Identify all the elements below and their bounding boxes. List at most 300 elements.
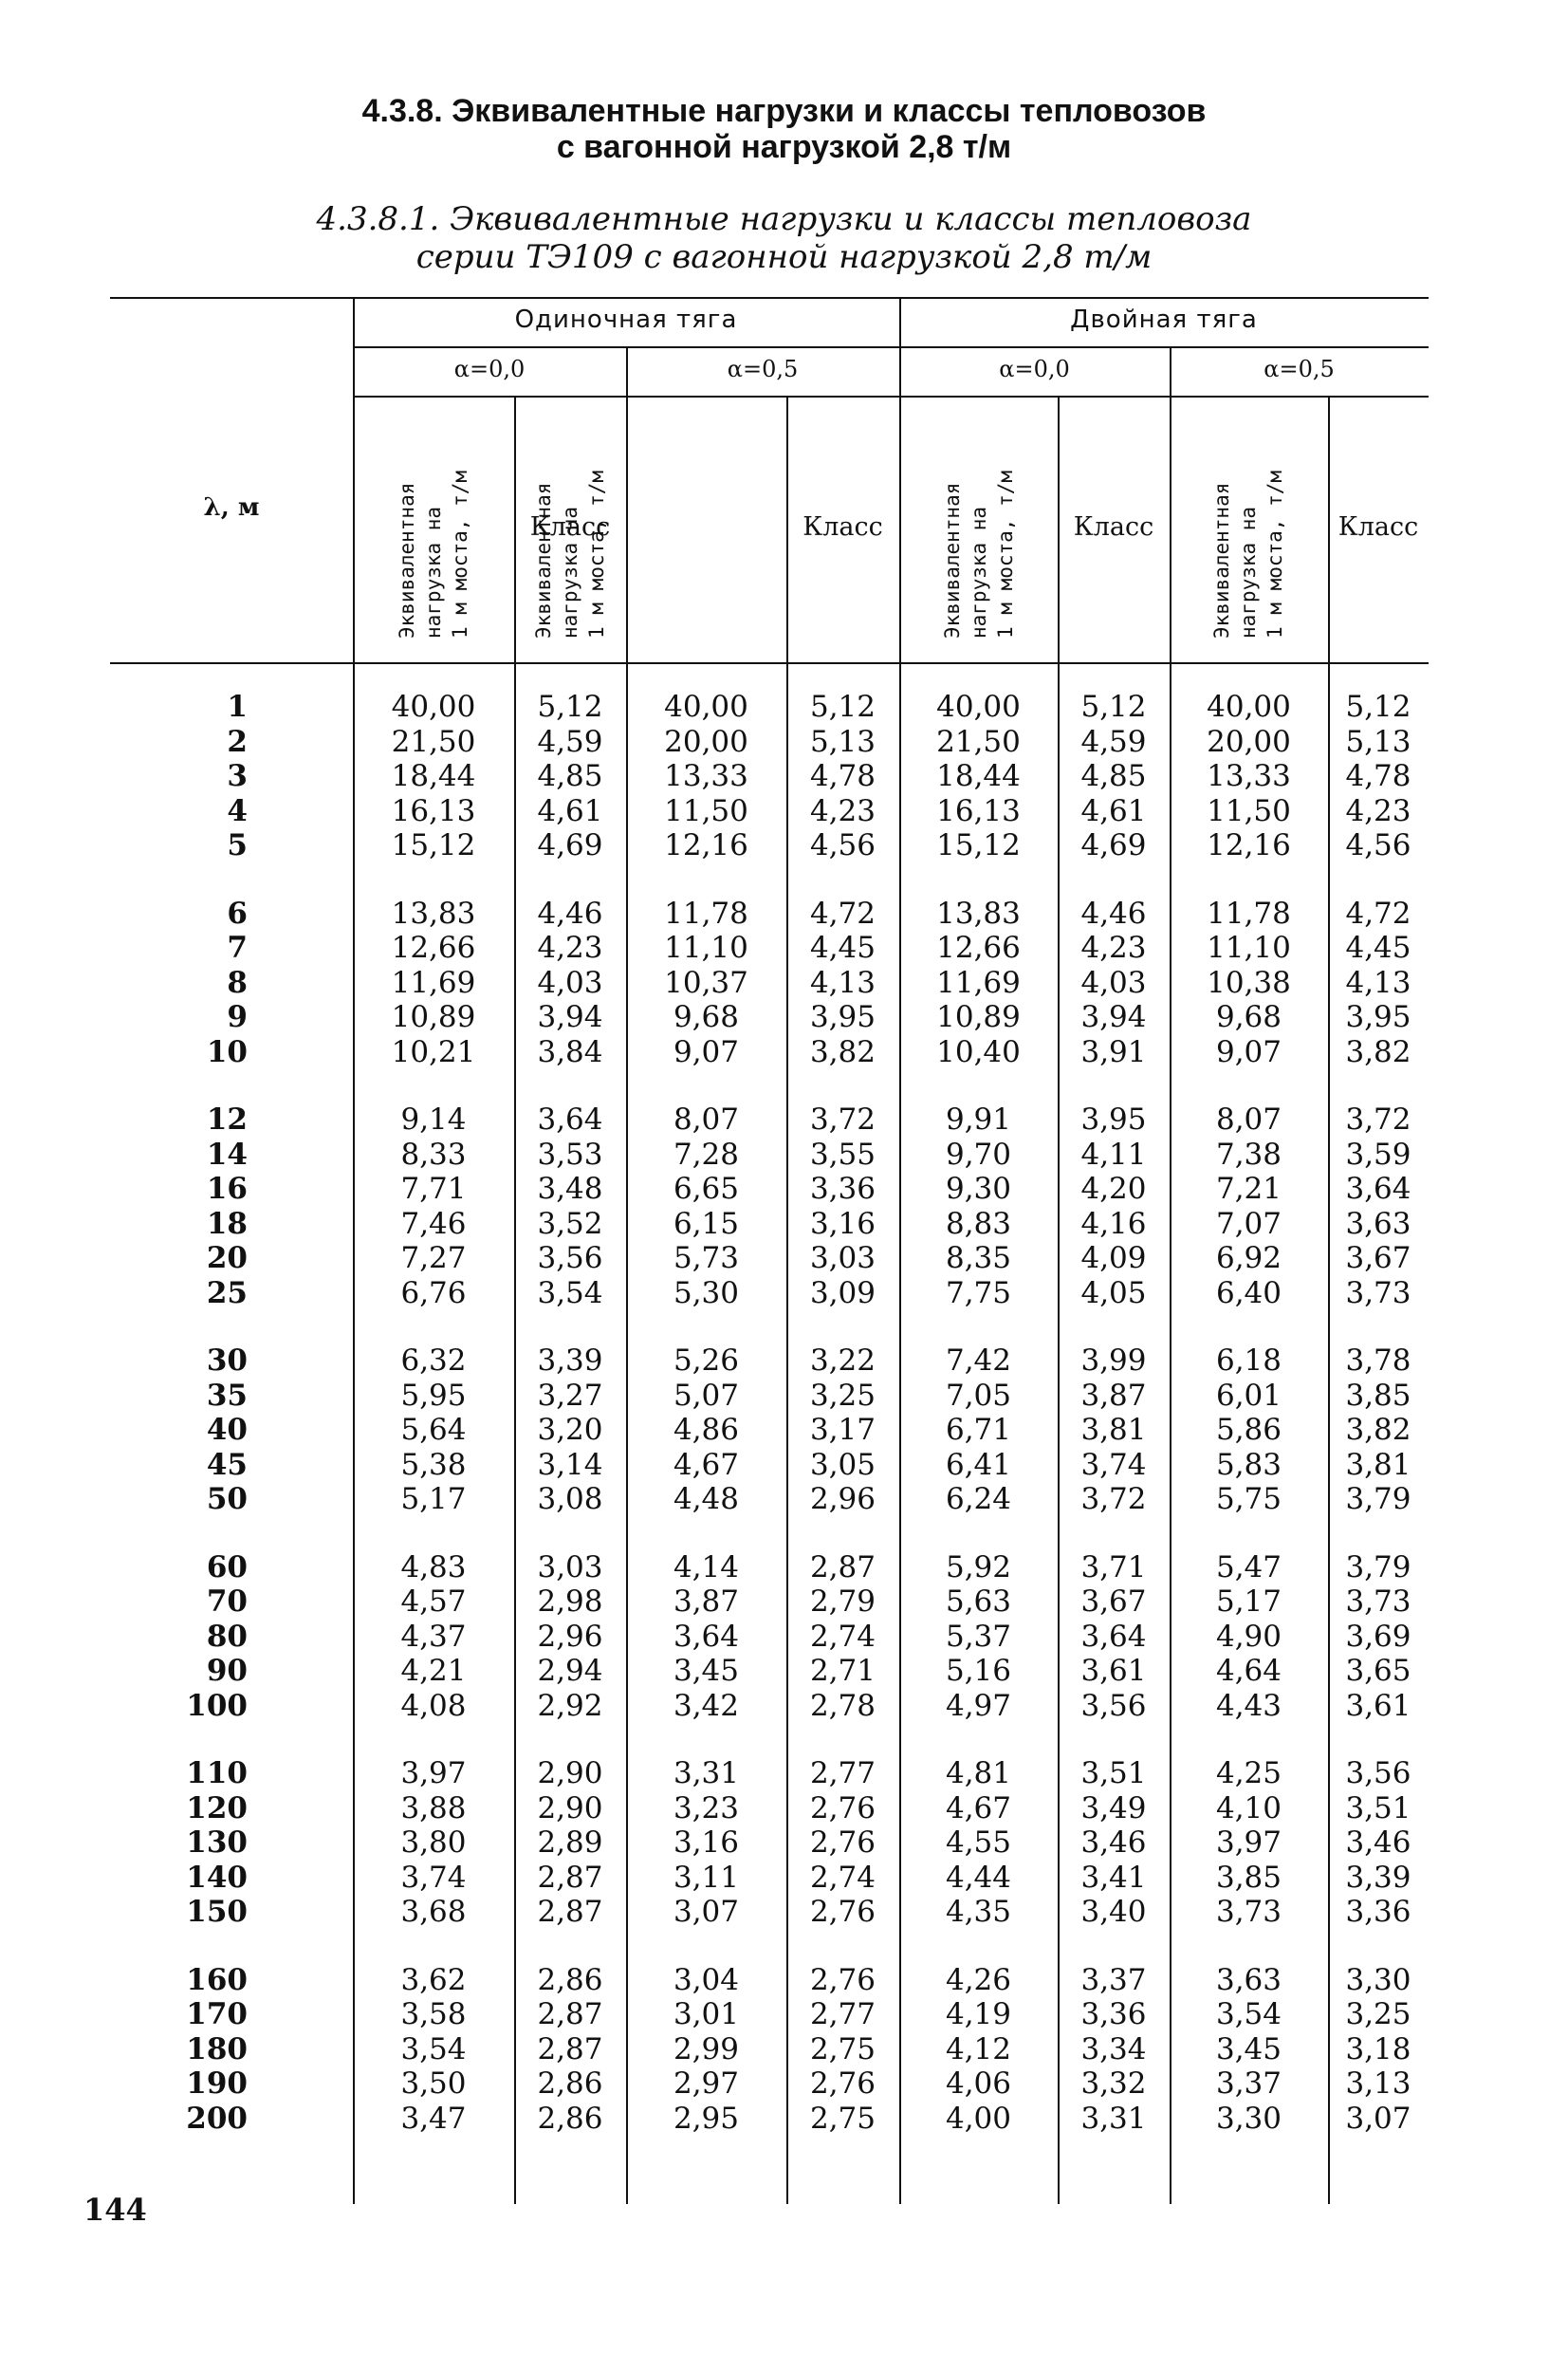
table-row xyxy=(0,1172,1568,1206)
cell-load: 10,21 xyxy=(391,1034,476,1069)
cell-class: 4,46 xyxy=(537,896,603,931)
cell-class: 3,13 xyxy=(1345,2066,1411,2101)
cell-class: 3,07 xyxy=(1345,2101,1411,2136)
cell-load: 15,12 xyxy=(391,828,476,862)
cell-lambda: 20 xyxy=(206,1241,248,1275)
cell-class: 4,72 xyxy=(1345,896,1411,931)
cell-class: 2,90 xyxy=(537,1790,603,1825)
header-load-line: Эквивалентная xyxy=(1210,482,1233,639)
cell-load: 9,30 xyxy=(945,1172,1012,1206)
cell-class: 2,89 xyxy=(537,1825,603,1860)
cell-load: 18,44 xyxy=(936,759,1021,793)
cell-class: 3,91 xyxy=(1080,1034,1147,1069)
table-row xyxy=(0,1379,1568,1413)
cell-load: 11,78 xyxy=(1207,896,1291,931)
cell-lambda: 170 xyxy=(186,1997,248,2031)
cell-load: 3,64 xyxy=(673,1619,740,1654)
cell-class: 2,79 xyxy=(809,1584,876,1619)
cell-class: 5,13 xyxy=(809,724,876,759)
cell-class: 3,55 xyxy=(809,1137,876,1172)
cell-load: 3,30 xyxy=(1215,2101,1282,2136)
cell-load: 3,54 xyxy=(1215,1997,1282,2031)
cell-class: 2,76 xyxy=(809,1962,876,1997)
cell-load: 3,42 xyxy=(673,1688,740,1723)
cell-load: 5,73 xyxy=(673,1241,740,1275)
cell-lambda: 2 xyxy=(227,724,248,759)
header-load-line: 1 м моста, т/м xyxy=(449,470,471,639)
cell-load: 21,50 xyxy=(936,724,1021,759)
cell-load: 5,63 xyxy=(945,1584,1012,1619)
cell-class: 5,12 xyxy=(1345,690,1411,724)
cell-lambda: 30 xyxy=(206,1343,248,1378)
cell-load: 10,89 xyxy=(936,1000,1021,1034)
cell-class: 3,72 xyxy=(1345,1102,1411,1137)
cell-class: 3,34 xyxy=(1080,2031,1147,2066)
cell-load: 5,86 xyxy=(1215,1413,1282,1447)
cell-class: 2,87 xyxy=(809,1549,876,1584)
cell-lambda: 130 xyxy=(186,1825,248,1860)
cell-load: 16,13 xyxy=(391,793,476,828)
cell-lambda: 90 xyxy=(206,1654,248,1688)
table-row xyxy=(0,1138,1568,1172)
cell-load: 2,97 xyxy=(673,2066,740,2101)
cell-lambda: 70 xyxy=(206,1584,248,1619)
cell-load: 3,58 xyxy=(400,1997,467,2031)
header-double-traction: Двойная тяга xyxy=(1070,306,1258,334)
table-row xyxy=(0,1756,1568,1790)
cell-load: 6,76 xyxy=(400,1275,467,1310)
cell-class: 2,78 xyxy=(809,1688,876,1723)
cell-load: 6,24 xyxy=(945,1482,1012,1516)
cell-load: 2,95 xyxy=(673,2101,740,2136)
cell-load: 6,01 xyxy=(1215,1378,1282,1413)
cell-load: 9,14 xyxy=(400,1102,467,1137)
cell-class: 3,95 xyxy=(809,1000,876,1034)
cell-load: 12,66 xyxy=(391,931,476,965)
cell-load: 40,00 xyxy=(664,690,748,724)
cell-class: 2,87 xyxy=(537,1895,603,1929)
cell-load: 4,19 xyxy=(945,1997,1012,2031)
cell-class: 3,14 xyxy=(537,1447,603,1482)
header-load-4 xyxy=(1206,420,1291,639)
cell-load: 3,62 xyxy=(400,1962,467,1997)
cell-load: 15,12 xyxy=(936,828,1021,862)
cell-load: 7,07 xyxy=(1215,1206,1282,1241)
cell-class: 2,76 xyxy=(809,1895,876,1929)
header-class-4: Класс xyxy=(1337,512,1419,542)
cell-load: 18,44 xyxy=(391,759,476,793)
table-row xyxy=(0,1000,1568,1034)
cell-class: 2,86 xyxy=(537,2101,603,2136)
cell-load: 5,75 xyxy=(1215,1482,1282,1516)
cell-load: 4,48 xyxy=(673,1482,740,1516)
cell-load: 4,44 xyxy=(945,1860,1012,1895)
cell-class: 3,59 xyxy=(1345,1137,1411,1172)
cell-load: 4,14 xyxy=(673,1549,740,1584)
cell-load: 4,81 xyxy=(945,1756,1012,1790)
cell-class: 3,46 xyxy=(1080,1825,1147,1860)
cell-lambda: 180 xyxy=(186,2031,248,2066)
cell-load: 5,16 xyxy=(945,1654,1012,1688)
cell-lambda: 12 xyxy=(206,1102,248,1137)
cell-load: 4,10 xyxy=(1215,1790,1282,1825)
cell-load: 40,00 xyxy=(1207,690,1291,724)
table-row xyxy=(0,828,1568,862)
section-title-line2: с вагонной нагрузкой 2,8 т/м xyxy=(556,129,1012,165)
cell-load: 10,38 xyxy=(1207,965,1291,1000)
cell-load: 7,28 xyxy=(673,1137,740,1172)
cell-load: 9,91 xyxy=(945,1102,1012,1137)
cell-class: 2,77 xyxy=(809,1756,876,1790)
cell-lambda: 8 xyxy=(227,965,248,1000)
cell-load: 3,45 xyxy=(673,1654,740,1688)
cell-load: 20,00 xyxy=(664,724,748,759)
header-class-2: Класс xyxy=(802,512,883,542)
cell-load: 3,04 xyxy=(673,1962,740,1997)
header-load-line: нагрузка на xyxy=(559,506,581,639)
cell-class: 4,78 xyxy=(1345,759,1411,793)
cell-load: 3,16 xyxy=(673,1825,740,1860)
cell-lambda: 4 xyxy=(227,793,248,828)
cell-class: 3,27 xyxy=(537,1378,603,1413)
cell-load: 11,69 xyxy=(936,965,1021,1000)
cell-class: 3,81 xyxy=(1345,1447,1411,1482)
cell-class: 4,69 xyxy=(537,828,603,862)
cell-lambda: 9 xyxy=(227,1000,248,1034)
cell-class: 2,76 xyxy=(809,1825,876,1860)
cell-load: 11,78 xyxy=(664,896,748,931)
cell-load: 4,21 xyxy=(400,1654,467,1688)
cell-load: 3,23 xyxy=(673,1790,740,1825)
cell-load: 12,66 xyxy=(936,931,1021,965)
cell-load: 4,25 xyxy=(1215,1756,1282,1790)
cell-class: 3,18 xyxy=(1345,2031,1411,2066)
cell-load: 7,71 xyxy=(400,1172,467,1206)
cell-class: 5,13 xyxy=(1345,724,1411,759)
header-load-line: Эквивалентная xyxy=(396,482,418,639)
cell-load: 11,10 xyxy=(1207,931,1291,965)
cell-load: 13,33 xyxy=(664,759,748,793)
cell-class: 3,53 xyxy=(537,1137,603,1172)
cell-class: 4,09 xyxy=(1080,1241,1147,1275)
cell-load: 5,47 xyxy=(1215,1549,1282,1584)
cell-load: 5,38 xyxy=(400,1447,467,1482)
table-row xyxy=(0,1207,1568,1241)
header-load-1 xyxy=(391,420,476,639)
header-class-1: Класс xyxy=(529,512,611,542)
table-row xyxy=(0,1895,1568,1929)
cell-class: 3,51 xyxy=(1080,1756,1147,1790)
table-row xyxy=(0,1035,1568,1069)
cell-lambda: 100 xyxy=(186,1688,248,1723)
section-title-line1: 4.3.8. Эквивалентные нагрузки и классы тепловозов xyxy=(361,93,1207,129)
cell-class: 3,31 xyxy=(1080,2101,1147,2136)
cell-class: 3,85 xyxy=(1345,1378,1411,1413)
cell-load: 7,75 xyxy=(945,1275,1012,1310)
cell-load: 4,90 xyxy=(1215,1619,1282,1654)
cell-class: 4,78 xyxy=(809,759,876,793)
cell-load: 10,40 xyxy=(936,1034,1021,1069)
cell-load: 4,35 xyxy=(945,1895,1012,1929)
cell-lambda: 50 xyxy=(206,1482,248,1516)
table-row xyxy=(0,1791,1568,1825)
table-title-line2: серии ТЭ109 с вагонной нагрузкой 2,8 т/м xyxy=(415,238,1153,276)
cell-class: 3,32 xyxy=(1080,2066,1147,2101)
table-row xyxy=(0,2032,1568,2066)
cell-load: 3,74 xyxy=(400,1860,467,1895)
cell-load: 40,00 xyxy=(391,690,476,724)
cell-class: 3,63 xyxy=(1345,1206,1411,1241)
cell-load: 5,26 xyxy=(673,1343,740,1378)
cell-load: 3,97 xyxy=(1215,1825,1282,1860)
cell-load: 4,37 xyxy=(400,1619,467,1654)
cell-load: 4,67 xyxy=(673,1447,740,1482)
cell-load: 5,07 xyxy=(673,1378,740,1413)
cell-class: 3,36 xyxy=(1080,1997,1147,2031)
table-row xyxy=(0,2102,1568,2136)
table-row xyxy=(0,1584,1568,1619)
cell-class: 3,64 xyxy=(1080,1619,1147,1654)
cell-class: 2,87 xyxy=(537,1860,603,1895)
cell-lambda: 190 xyxy=(186,2066,248,2101)
cell-class: 3,22 xyxy=(809,1343,876,1378)
header-load-line: нагрузка на xyxy=(422,506,445,639)
cell-class: 3,64 xyxy=(537,1102,603,1137)
cell-class: 3,95 xyxy=(1345,1000,1411,1034)
cell-load: 3,63 xyxy=(1215,1962,1282,1997)
cell-load: 5,17 xyxy=(400,1482,467,1516)
cell-load: 6,41 xyxy=(945,1447,1012,1482)
cell-class: 2,92 xyxy=(537,1688,603,1723)
cell-load: 3,88 xyxy=(400,1790,467,1825)
header-bottom-rule xyxy=(110,662,1429,664)
cell-load: 13,83 xyxy=(391,896,476,931)
cell-class: 3,78 xyxy=(1345,1343,1411,1378)
cell-class: 2,86 xyxy=(537,1962,603,1997)
table-title-line1: 4.3.8.1. Эквивалентные нагрузки и классы тепловоза xyxy=(316,200,1252,238)
cell-class: 3,56 xyxy=(1080,1688,1147,1723)
cell-load: 7,05 xyxy=(945,1378,1012,1413)
cell-lambda: 25 xyxy=(206,1275,248,1310)
cell-class: 3,16 xyxy=(809,1206,876,1241)
cell-load: 10,37 xyxy=(664,965,748,1000)
header-single-alpha05: α=0,5 xyxy=(727,356,799,382)
table-row xyxy=(0,1448,1568,1482)
cell-class: 3,87 xyxy=(1080,1378,1147,1413)
cell-class: 3,82 xyxy=(1345,1034,1411,1069)
header-load-line: Эквивалентная xyxy=(532,482,555,639)
cell-load: 20,00 xyxy=(1207,724,1291,759)
header-load-line: 1 м моста, т/м xyxy=(994,470,1017,639)
cell-load: 5,83 xyxy=(1215,1447,1282,1482)
cell-load: 4,55 xyxy=(945,1825,1012,1860)
header-single-alpha0: α=0,0 xyxy=(453,356,526,382)
cell-class: 3,09 xyxy=(809,1275,876,1310)
cell-lambda: 110 xyxy=(186,1756,248,1790)
cell-class: 4,03 xyxy=(537,965,603,1000)
cell-load: 16,13 xyxy=(936,793,1021,828)
cell-lambda: 35 xyxy=(206,1378,248,1413)
cell-load: 12,16 xyxy=(1207,828,1291,862)
cell-load: 3,50 xyxy=(400,2066,467,2101)
cell-load: 8,33 xyxy=(400,1137,467,1172)
cell-class: 4,72 xyxy=(809,896,876,931)
cell-class: 4,11 xyxy=(1080,1137,1147,1172)
cell-load: 11,69 xyxy=(391,965,476,1000)
cell-load: 5,95 xyxy=(400,1378,467,1413)
cell-load: 8,07 xyxy=(1215,1102,1282,1137)
cell-load: 4,64 xyxy=(1215,1654,1282,1688)
cell-lambda: 16 xyxy=(206,1172,248,1206)
cell-class: 3,49 xyxy=(1080,1790,1147,1825)
cell-class: 3,65 xyxy=(1345,1654,1411,1688)
table-row xyxy=(0,1413,1568,1447)
cell-class: 4,23 xyxy=(809,793,876,828)
cell-class: 5,12 xyxy=(809,690,876,724)
header-double-alpha05: α=0,5 xyxy=(1264,356,1335,382)
header-load-line: нагрузка на xyxy=(968,506,990,639)
table-row xyxy=(0,794,1568,828)
cell-class: 2,87 xyxy=(537,2031,603,2066)
cell-class: 4,59 xyxy=(1080,724,1147,759)
cell-class: 3,94 xyxy=(1080,1000,1147,1034)
cell-load: 10,89 xyxy=(391,1000,476,1034)
cell-load: 6,71 xyxy=(945,1413,1012,1447)
cell-load: 6,18 xyxy=(1215,1343,1282,1378)
cell-class: 3,72 xyxy=(809,1102,876,1137)
cell-class: 3,25 xyxy=(809,1378,876,1413)
cell-class: 2,94 xyxy=(537,1654,603,1688)
cell-load: 11,10 xyxy=(664,931,748,965)
cell-class: 3,79 xyxy=(1345,1482,1411,1516)
cell-load: 4,83 xyxy=(400,1549,467,1584)
cell-load: 7,46 xyxy=(400,1206,467,1241)
cell-class: 3,20 xyxy=(537,1413,603,1447)
cell-load: 13,33 xyxy=(1207,759,1291,793)
cell-class: 4,23 xyxy=(537,931,603,965)
cell-load: 3,07 xyxy=(673,1895,740,1929)
header-class-3: Класс xyxy=(1073,512,1154,542)
cell-class: 3,81 xyxy=(1080,1413,1147,1447)
header-load-line: 1 м моста, т/м xyxy=(585,470,608,639)
cell-load: 11,50 xyxy=(1207,793,1291,828)
cell-class: 3,72 xyxy=(1080,1482,1147,1516)
cell-lambda: 40 xyxy=(206,1413,248,1447)
cell-load: 4,67 xyxy=(945,1790,1012,1825)
cell-load: 6,32 xyxy=(400,1343,467,1378)
cell-class: 3,41 xyxy=(1080,1860,1147,1895)
table-row xyxy=(0,759,1568,793)
cell-load: 5,30 xyxy=(673,1275,740,1310)
table-row xyxy=(0,1482,1568,1516)
cell-class: 2,96 xyxy=(809,1482,876,1516)
table-row xyxy=(0,1620,1568,1654)
cell-class: 3,54 xyxy=(537,1275,603,1310)
cell-class: 3,39 xyxy=(1345,1860,1411,1895)
page-number: 144 xyxy=(83,2192,147,2228)
cell-class: 3,94 xyxy=(537,1000,603,1034)
cell-load: 3,11 xyxy=(673,1860,740,1895)
cell-class: 5,12 xyxy=(1080,690,1147,724)
cell-load: 3,80 xyxy=(400,1825,467,1860)
table-row xyxy=(0,1861,1568,1895)
cell-load: 2,99 xyxy=(673,2031,740,2066)
cell-class: 3,99 xyxy=(1080,1343,1147,1378)
header-load-line: нагрузка на xyxy=(1237,506,1260,639)
cell-load: 3,73 xyxy=(1215,1895,1282,1929)
cell-class: 2,77 xyxy=(809,1997,876,2031)
cell-load: 6,40 xyxy=(1215,1275,1282,1310)
table-row xyxy=(0,690,1568,724)
cell-class: 3,95 xyxy=(1080,1102,1147,1137)
cell-load: 7,21 xyxy=(1215,1172,1282,1206)
cell-load: 6,65 xyxy=(673,1172,740,1206)
cell-class: 3,67 xyxy=(1345,1241,1411,1275)
table-row xyxy=(0,1825,1568,1860)
cell-class: 4,45 xyxy=(1345,931,1411,965)
cell-class: 2,86 xyxy=(537,2066,603,2101)
cell-load: 4,97 xyxy=(945,1688,1012,1723)
cell-load: 4,26 xyxy=(945,1962,1012,1997)
cell-class: 3,39 xyxy=(537,1343,603,1378)
table-row xyxy=(0,1654,1568,1688)
cell-class: 3,40 xyxy=(1080,1895,1147,1929)
cell-load: 4,43 xyxy=(1215,1688,1282,1723)
cell-class: 2,75 xyxy=(809,2101,876,2136)
table-row xyxy=(0,1102,1568,1137)
cell-class: 4,69 xyxy=(1080,828,1147,862)
cell-load: 3,87 xyxy=(673,1584,740,1619)
cell-class: 3,17 xyxy=(809,1413,876,1447)
cell-class: 3,36 xyxy=(1345,1895,1411,1929)
cell-load: 8,35 xyxy=(945,1241,1012,1275)
cell-class: 3,30 xyxy=(1345,1962,1411,1997)
cell-load: 13,83 xyxy=(936,896,1021,931)
header-single-traction: Одиночная тяга xyxy=(514,306,738,334)
cell-lambda: 80 xyxy=(206,1619,248,1654)
table-row xyxy=(0,897,1568,931)
cell-lambda: 45 xyxy=(206,1447,248,1482)
cell-class: 3,37 xyxy=(1080,1962,1147,1997)
cell-lambda: 200 xyxy=(186,2101,248,2136)
header-load-line: Эквивалентная xyxy=(941,482,964,639)
cell-class: 3,36 xyxy=(809,1172,876,1206)
cell-class: 2,75 xyxy=(809,2031,876,2066)
cell-class: 3,08 xyxy=(537,1482,603,1516)
cell-load: 8,83 xyxy=(945,1206,1012,1241)
cell-class: 3,84 xyxy=(537,1034,603,1069)
table-top-rule xyxy=(110,297,1429,299)
cell-class: 4,56 xyxy=(1345,828,1411,862)
table-row xyxy=(0,725,1568,759)
table-row xyxy=(0,1343,1568,1378)
cell-class: 3,74 xyxy=(1080,1447,1147,1482)
cell-class: 3,61 xyxy=(1080,1654,1147,1688)
cell-load: 3,97 xyxy=(400,1756,467,1790)
cell-class: 2,74 xyxy=(809,1619,876,1654)
cell-class: 4,13 xyxy=(809,965,876,1000)
cell-class: 4,46 xyxy=(1080,896,1147,931)
cell-class: 3,51 xyxy=(1345,1790,1411,1825)
header-load-line: 1 м моста, т/м xyxy=(1264,470,1286,639)
cell-load: 11,50 xyxy=(664,793,748,828)
cell-load: 3,54 xyxy=(400,2031,467,2066)
cell-class: 3,61 xyxy=(1345,1688,1411,1723)
cell-load: 4,57 xyxy=(400,1584,467,1619)
cell-class: 5,12 xyxy=(537,690,603,724)
cell-load: 5,17 xyxy=(1215,1584,1282,1619)
cell-class: 3,82 xyxy=(809,1034,876,1069)
